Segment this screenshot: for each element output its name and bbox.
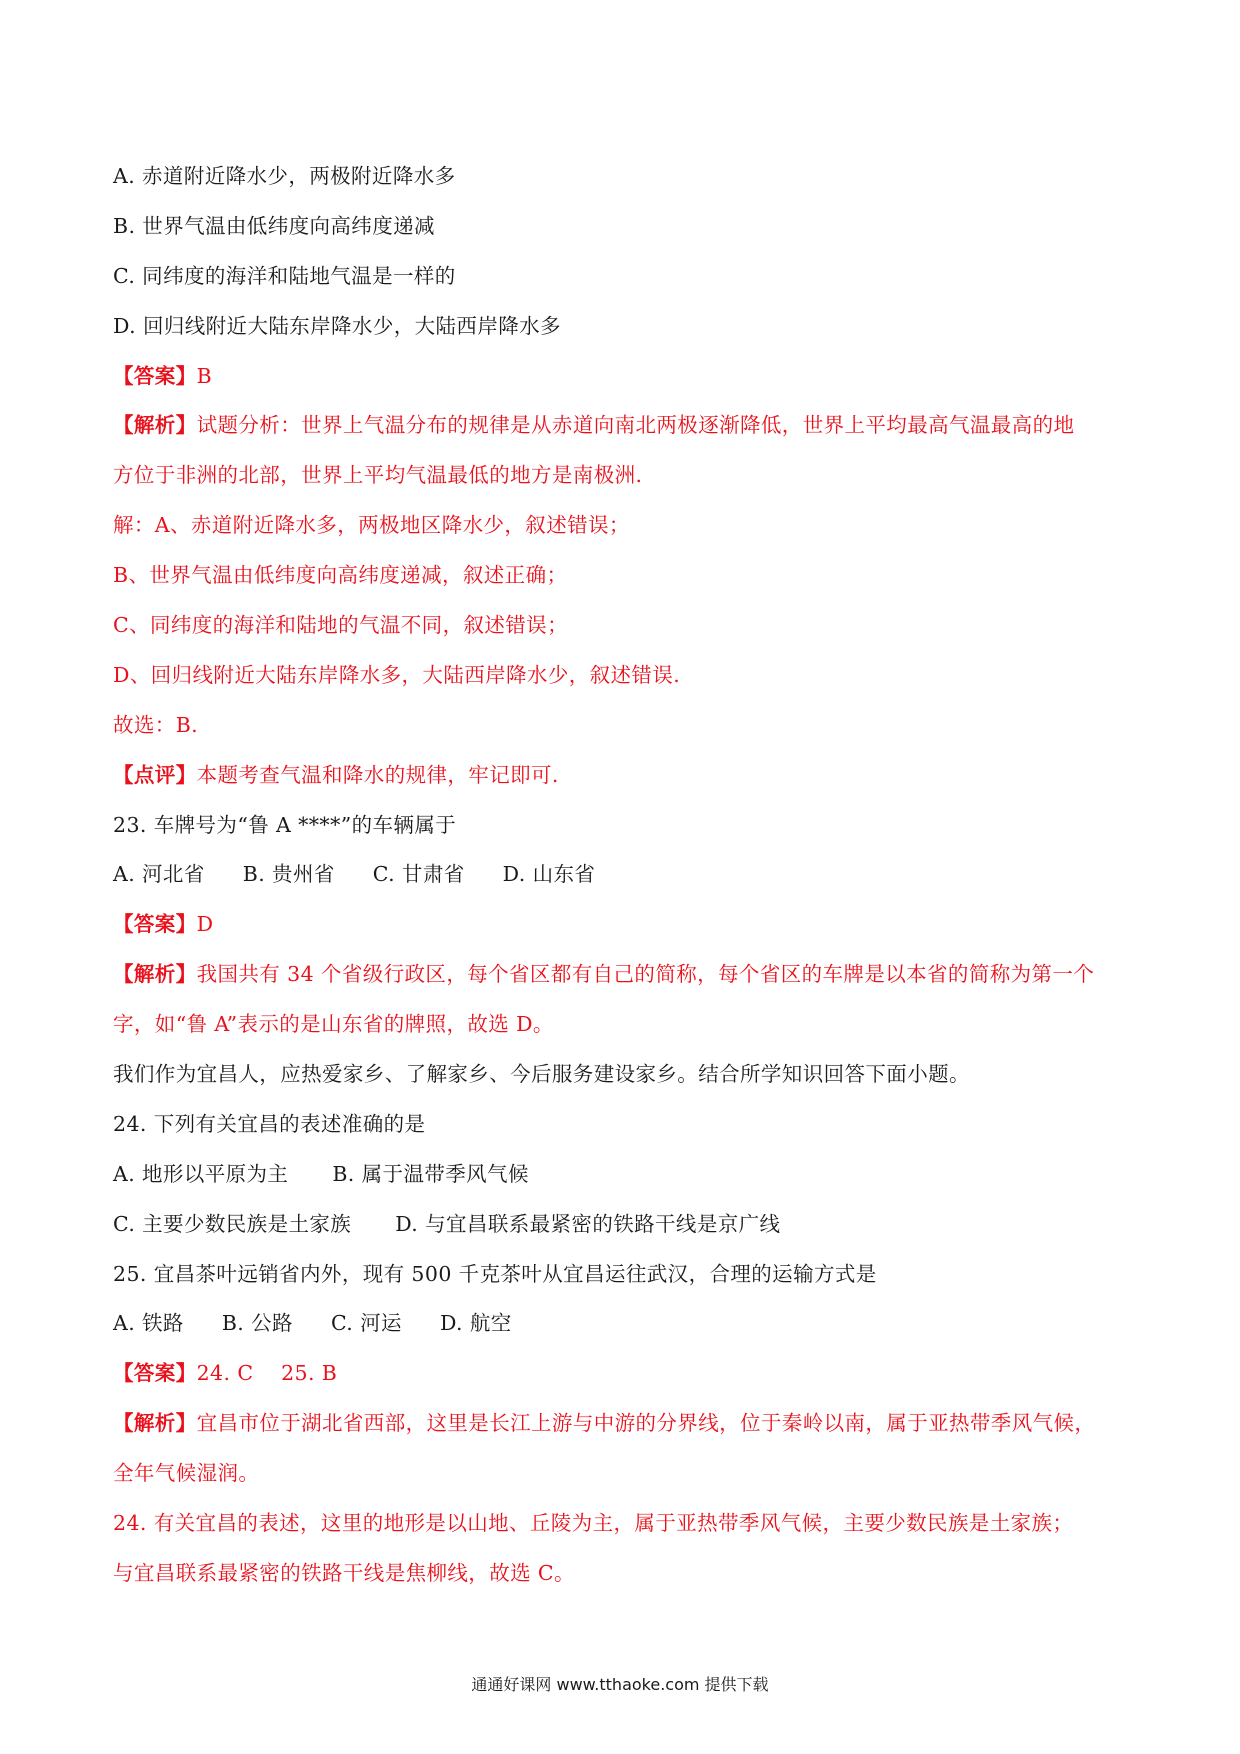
q24-options-row2	[113, 1200, 1133, 1250]
analysis-tag: 【解析】	[113, 962, 197, 987]
q22-analysis-line2: 方位于非洲的北部，世界上平均气温最低的地方是南极洲.	[113, 463, 643, 488]
q24-25-analysis-line1	[113, 1399, 1133, 1449]
answer-tag: 【答案】	[113, 912, 197, 937]
analysis-tag: 【解析】	[113, 413, 197, 438]
q22-analysis-line1	[113, 401, 1133, 451]
q25-question: 25. 宜昌茶叶远销省内外，现有 500 千克茶叶从宜昌运往武汉，合理的运输方式是	[113, 1261, 877, 1286]
q23-options	[113, 850, 1133, 900]
q22-choose: 故选：B.	[113, 712, 199, 737]
analysis-text: 宜昌市位于湖北省西部，这里是长江上游与中游的分界线，位于秦岭以南，属于亚热带季风气候，	[196, 1411, 1096, 1436]
q23-option-b: B. 贵州省	[242, 862, 335, 887]
page-footer: 通通好课网 www.tthaoke.com 提供下载	[471, 1675, 769, 1694]
analysis-text: 试题分析：世界上气温分布的规律是从赤道向南北两极逐渐降低，世界上平均最高气温最高的地	[196, 413, 1075, 438]
q22-option-c: C. 同纬度的海洋和陆地气温是一样的	[113, 263, 456, 288]
q25-option-d: D. 航空	[439, 1311, 512, 1336]
document-content	[113, 152, 1133, 1599]
q22-solution-a: 解：A、赤道附近降水多，两极地区降水少，叙述错误；	[113, 513, 630, 538]
q24-detail-line1: 24. 有关宜昌的表述，这里的地形是以山地、丘陵为主，属于亚热带季风气候，主要少数民族是土家族；	[113, 1511, 1074, 1536]
q25-option-a: A. 铁路	[113, 1311, 184, 1336]
q25-options	[113, 1299, 1133, 1349]
q23-option-a: A. 河北省	[113, 862, 205, 887]
q24-question: 24. 下列有关宜昌的表述准确的是	[113, 1111, 426, 1136]
comment-tag: 【点评】	[113, 762, 197, 787]
q22-answer	[113, 352, 1133, 402]
q22-option-b: B. 世界气温由低纬度向高纬度递减	[113, 213, 435, 238]
q25-option-b: B. 公路	[221, 1311, 293, 1336]
q23-option-d: D. 山东省	[502, 862, 596, 887]
answer-value: D	[196, 912, 214, 937]
answer-tag: 【答案】	[113, 363, 197, 388]
q22-solution-b: B、世界气温由低纬度向高纬度递减，叙述正确；	[113, 563, 568, 588]
q24-option-d: D. 与宜昌联系最紧密的铁路干线是京广线	[395, 1211, 781, 1236]
answer-value: B	[196, 363, 213, 388]
answer-tag: 【答案】	[113, 1361, 197, 1386]
q24-option-c: C. 主要少数民族是土家族	[113, 1211, 352, 1236]
q24-25-analysis-line2: 全年气候湿润。	[113, 1461, 260, 1486]
analysis-text: 我国共有 34 个省级行政区，每个省区都有自己的简称，每个省区的车牌是以本省的简称为第一个	[196, 962, 1095, 987]
group-intro: 我们作为宜昌人，应热爱家乡、了解家乡、今后服务建设家乡。结合所学知识回答下面小题。	[113, 1062, 970, 1087]
q24-25-answer	[113, 1349, 1133, 1399]
q23-answer	[113, 900, 1133, 950]
q24-detail-line2: 与宜昌联系最紧密的铁路干线是焦柳线，故选 C。	[113, 1560, 575, 1585]
q24-options-row1	[113, 1150, 1133, 1200]
q23-analysis-line2: 字，如“鲁 A”表示的是山东省的牌照，故选 D。	[113, 1012, 554, 1037]
q22-solution-d: D、回归线附近大陆东岸降水多，大陆西岸降水少，叙述错误.	[113, 662, 681, 687]
q22-comment	[113, 751, 1133, 801]
q24-option-a: A. 地形以平原为主	[113, 1161, 289, 1186]
q22-solution-c: C、同纬度的海洋和陆地的气温不同，叙述错误；	[113, 613, 568, 638]
comment-text: 本题考查气温和降水的规律，牢记即可.	[196, 762, 559, 787]
answer-value: 24. C 25. B	[196, 1361, 338, 1386]
q23-option-c: C. 甘肃省	[372, 862, 465, 887]
q22-option-d: D. 回归线附近大陆东岸降水少，大陆西岸降水多	[113, 313, 561, 338]
q23-analysis-line1	[113, 950, 1133, 1000]
q24-option-b: B. 属于温带季风气候	[332, 1161, 529, 1186]
q25-option-c: C. 河运	[330, 1311, 402, 1336]
q22-option-a: A. 赤道附近降水少，两极附近降水多	[113, 164, 456, 188]
q23-question: 23. 车牌号为“鲁 A ****”的车辆属于	[113, 812, 457, 837]
analysis-tag: 【解析】	[113, 1411, 197, 1436]
